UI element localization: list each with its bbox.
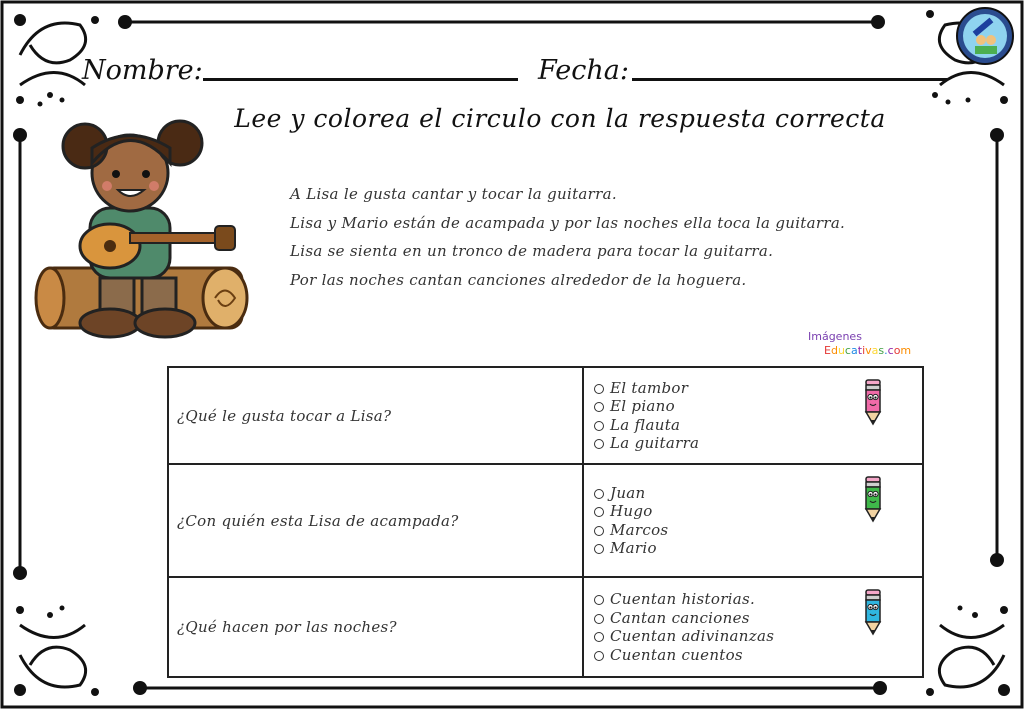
answer-circle[interactable] (594, 507, 604, 517)
date-label: Fecha: (538, 55, 629, 86)
answer-circle[interactable] (594, 526, 604, 536)
answer-label: Cuentan historias. (610, 590, 756, 608)
answer-label: Juan (610, 483, 646, 502)
story-line: Lisa se sienta en un tronco de madera para tocar la guitarra. (290, 242, 774, 260)
question-row (168, 577, 923, 677)
answer-label: Cantan canciones (610, 608, 750, 627)
name-label: Nombre: (82, 55, 203, 86)
story-line: A Lisa le gusta cantar y tocar la guitarra. (290, 185, 617, 203)
answer-circle[interactable] (594, 614, 604, 624)
answer-circle[interactable] (594, 439, 604, 449)
question-row (168, 464, 923, 577)
answer-circle[interactable] (594, 489, 604, 499)
answer-circle[interactable] (594, 544, 604, 554)
answer-label: Cuentan cuentos (610, 645, 743, 664)
pencil-icon (862, 475, 884, 523)
question-row (168, 367, 923, 464)
watermark-line2-text: Educativas.com (824, 344, 912, 357)
answer-label: La flauta (610, 415, 681, 434)
answer-option[interactable] (594, 539, 922, 558)
story-text (290, 180, 930, 294)
answer-label: Marcos (610, 520, 669, 539)
pencil-icon (862, 378, 884, 426)
answer-label: Cuentan adivinanzas (610, 627, 775, 645)
name-input-line[interactable] (203, 78, 518, 81)
watermark-line1: Imágenes (808, 330, 862, 343)
answer-label: La guitarra (610, 434, 700, 452)
answer-circle[interactable] (594, 632, 604, 642)
pencil-icon (862, 588, 884, 636)
watermark-line2 (808, 344, 911, 358)
answer-cell (583, 464, 923, 577)
story-line: Por las noches cantan canciones alrededor de la hoguera. (290, 270, 747, 289)
answer-cell (583, 367, 923, 464)
answer-cell (583, 577, 923, 677)
girl-guitar-illustration (30, 118, 250, 348)
answer-option[interactable] (594, 646, 922, 665)
answer-label: Mario (610, 539, 657, 557)
site-badge-icon (955, 6, 1015, 66)
question-text: ¿Con quién esta Lisa de acampada? (168, 464, 583, 577)
answer-option[interactable] (594, 521, 922, 540)
story-line: Lisa y Mario están de acampada y por las noches ella toca la guitarra. (290, 213, 846, 232)
worksheet-title: Lee y colorea el circulo con la respuesta correcta (234, 104, 886, 133)
answer-circle[interactable] (594, 421, 604, 431)
question-text: ¿Qué le gusta tocar a Lisa? (168, 367, 583, 464)
answer-circle[interactable] (594, 651, 604, 661)
questions-table (167, 366, 924, 678)
answer-label: Hugo (610, 502, 653, 520)
answer-circle[interactable] (594, 402, 604, 412)
watermark-logo (808, 330, 911, 358)
question-text: ¿Qué hacen por las noches? (168, 577, 583, 677)
answer-circle[interactable] (594, 384, 604, 394)
answer-label: El tambor (610, 378, 689, 397)
answer-option[interactable] (594, 434, 922, 453)
answer-label: El piano (610, 397, 675, 415)
date-input-line[interactable] (632, 78, 947, 81)
answer-circle[interactable] (594, 595, 604, 605)
